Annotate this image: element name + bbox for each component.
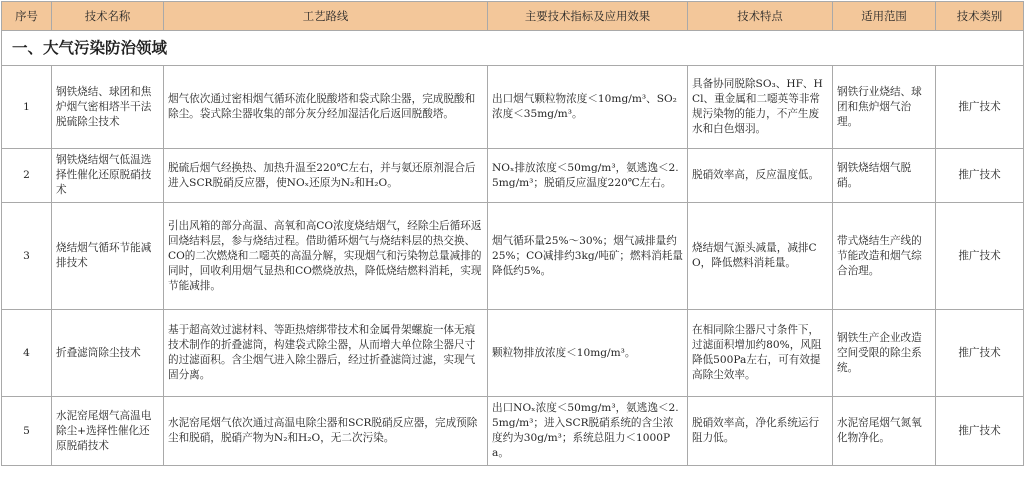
cell-indicators: NOₓ排放浓度＜50mg/m³，氨逃逸＜2.5mg/m³；脱硝反应温度220℃左右。 <box>488 149 688 203</box>
cell-indicators: 出口NOₓ浓度＜50mg/m³，氨逃逸＜2.5mg/m³；进入SCR脱硝系统的含尘浓度约为30g/m³；系统总阻力＜1000Pa。 <box>488 397 688 466</box>
cell-name: 钢铁烧结烟气低温选择性催化还原脱硝技术 <box>52 149 164 203</box>
cell-category: 推广技术 <box>936 397 1024 466</box>
header-scope: 适用范围 <box>833 2 936 31</box>
table-row <box>2 397 1024 466</box>
cell-scope: 钢铁行业烧结、球团和焦炉烟气治理。 <box>833 66 936 149</box>
cell-name: 钢铁烧结、球团和焦炉烟气密相塔半干法脱硫除尘技术 <box>52 66 164 149</box>
cell-category: 推广技术 <box>936 203 1024 310</box>
header-route: 工艺路线 <box>164 2 488 31</box>
cell-features: 脱硝效率高，反应温度低。 <box>688 149 833 203</box>
cell-category: 推广技术 <box>936 310 1024 397</box>
table-row <box>2 203 1024 310</box>
cell-indicators: 颗粒物排放浓度＜10mg/m³。 <box>488 310 688 397</box>
tech-table <box>1 1 1024 466</box>
table-row <box>2 149 1024 203</box>
header-features: 技术特点 <box>688 2 833 31</box>
cell-route: 水泥窑尾烟气依次通过高温电除尘器和SCR脱硝反应器，完成预除尘和脱硝，脱硝产物为N₂和H₂O，无二次污染。 <box>164 397 488 466</box>
cell-scope: 钢铁生产企业改造空间受限的除尘系统。 <box>833 310 936 397</box>
cell-features: 烧结烟气源头减量，减排CO，降低燃料消耗量。 <box>688 203 833 310</box>
cell-name: 烧结烟气循环节能减排技术 <box>52 203 164 310</box>
cell-route: 脱硫后烟气经换热、加热升温至220℃左右，并与氨还原剂混合后进入SCR脱硝反应器，使NOₓ还原为N₂和H₂O。 <box>164 149 488 203</box>
section-title: 一、大气污染防治领域 <box>2 31 1024 66</box>
cell-scope: 钢铁烧结烟气脱硝。 <box>833 149 936 203</box>
cell-name: 折叠滤筒除尘技术 <box>52 310 164 397</box>
header-row <box>2 2 1024 31</box>
table-row <box>2 66 1024 149</box>
header-indicators: 主要技术指标及应用效果 <box>488 2 688 31</box>
header-category: 技术类别 <box>936 2 1024 31</box>
cell-features: 脱硝效率高，净化系统运行阻力低。 <box>688 397 833 466</box>
cell-no: 3 <box>2 203 52 310</box>
cell-scope: 水泥窑尾烟气氮氧化物净化。 <box>833 397 936 466</box>
cell-no: 5 <box>2 397 52 466</box>
cell-route: 烟气依次通过密相烟气循环流化脱酸塔和袋式除尘器，完成脱酸和除尘。袋式除尘器收集的部分灰分经加湿活化后返回脱酸塔。 <box>164 66 488 149</box>
cell-scope: 带式烧结生产线的节能改造和烟气综合治理。 <box>833 203 936 310</box>
cell-no: 1 <box>2 66 52 149</box>
header-name: 技术名称 <box>52 2 164 31</box>
cell-route: 引出风箱的部分高温、高氧和高CO浓度烧结烟气，经除尘后循环返回烧结料层，参与烧结过程。借助循环烟气与烧结料层的热交换、CO的二次燃烧和二噁英的高温分解，实现烟气和污染物总量减排的同时，回收利用烟气显热和CO燃烧放热，降低烧结燃料消耗，实现节能减排。 <box>164 203 488 310</box>
cell-features: 在相同除尘器尺寸条件下，过滤面积增加约80%，风阻降低500Pa左右，可有效提高除尘效率。 <box>688 310 833 397</box>
table-row <box>2 310 1024 397</box>
section-row <box>2 31 1024 66</box>
cell-no: 2 <box>2 149 52 203</box>
cell-category: 推广技术 <box>936 66 1024 149</box>
cell-category: 推广技术 <box>936 149 1024 203</box>
cell-features: 具备协同脱除SO₃、HF、HCl、重金属和二噁英等非常规污染物的能力，不产生废水和白色烟羽。 <box>688 66 833 149</box>
cell-no: 4 <box>2 310 52 397</box>
cell-name: 水泥窑尾烟气高温电除尘+选择性催化还原脱硝技术 <box>52 397 164 466</box>
cell-indicators: 烟气循环量25%～30%；烟气减排量约25%；CO减排约3kg/吨矿；燃料消耗量降低约5%。 <box>488 203 688 310</box>
cell-route: 基于超高效过滤材料、等距热熔绑带技术和金属骨架螺旋一体无痕技术制作的折叠滤筒，构建袋式除尘器，从而增大单位除尘器尺寸的过滤面积。含尘烟气进入除尘器后，经过折叠滤筒过滤，实现气固分离。 <box>164 310 488 397</box>
header-no: 序号 <box>2 2 52 31</box>
cell-indicators: 出口烟气颗粒物浓度＜10mg/m³、SO₂浓度＜35mg/m³。 <box>488 66 688 149</box>
